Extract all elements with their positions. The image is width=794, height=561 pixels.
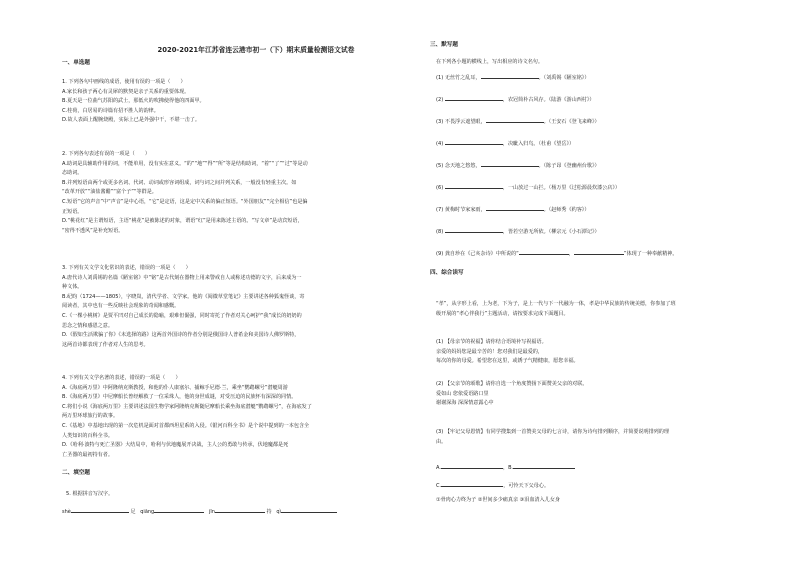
section-heading-single-choice: 一、单选题 bbox=[62, 60, 90, 66]
dictation-item bbox=[436, 204, 748, 226]
answer-blank[interactable] bbox=[441, 480, 503, 487]
item-suffix: 。（陈子昂《登幽州台歌》） bbox=[538, 163, 600, 169]
question-stem: 4. 下列有关文学名著的表述，错误的一项是（ ） bbox=[62, 375, 181, 381]
option-line: 人类知识的百科全书。 bbox=[62, 432, 113, 439]
item-number: (2) bbox=[436, 97, 444, 103]
option-line: C.《基地》中基地出现的第一次危机是面对首都西坦星系的入侵。《银河百科全书》是个说中提到的一本包含全 bbox=[62, 422, 310, 429]
option-line: 两万里环球旅行的故事。 bbox=[62, 413, 119, 420]
answer-row-ab bbox=[436, 462, 748, 474]
item-suffix: 。（赵师秀《约客》） bbox=[543, 207, 590, 213]
option-line: B.《海底两万里》中尼摩船长曾经解救了一位采珠人，他的身世成谜，对受压迫的民族怀有深深的同情。 bbox=[62, 394, 297, 401]
answer-blank[interactable] bbox=[445, 182, 503, 189]
option-line: “密得不透风”是补充短语。 bbox=[62, 227, 124, 234]
answer-blank[interactable] bbox=[445, 226, 503, 233]
option-line: 阅读者，其中也有一些反映社会现象的奇闻和感慨。 bbox=[62, 303, 180, 310]
answer-blank[interactable] bbox=[481, 160, 539, 167]
option-line: B.并列短语由两个或更多名词、代词、动词或形容词组成，词与词之间并列关系，一般没有轻重主次。如 bbox=[62, 179, 297, 186]
answer-blank[interactable] bbox=[281, 506, 337, 513]
item-suffix: 。（王安石《登飞来峰》） bbox=[543, 119, 600, 125]
sub-question-line: 每次的你的母爱。希望您在这里，或锈子气精健康，愿您幸福。 bbox=[436, 358, 579, 365]
sub-question-title: (1) 【母亲节的祝福】请你结合语境补写祝福语。 bbox=[436, 339, 547, 345]
verse-choices: ①骨肉心力终为子 ②世间多少痛真亲 ③泪血清入儿女身 bbox=[436, 497, 560, 503]
question-stem: 3. 下列有关文学文化常识的表述，错误的一项是（ ） bbox=[62, 265, 191, 271]
answer-label-a: A. bbox=[436, 465, 442, 471]
dictation-item bbox=[436, 182, 748, 204]
intro-line: 级开展的“孝心伴我行”主题活动，请按要求完成下面题目。 bbox=[436, 310, 569, 317]
option-line: A.《海底两万里》中阿隆纳克斯教授，和他的仆人康塞尔、捕鲸手尼德·兰，乘坐“鹦鹉螺号”潜艇周游 bbox=[62, 384, 288, 391]
option-line: B.纪昀（1724——1805），字晓岚，清代学者、文学家。他的《阅微草堂笔记》主要讲述各种狐鬼怪谈，寄 bbox=[62, 293, 305, 300]
option-line: 正短语。 bbox=[62, 208, 83, 215]
couplet-line: 爱如山 您依爱语路口里 bbox=[436, 390, 489, 397]
sub-question-2 bbox=[436, 380, 748, 409]
dictation-item-9 bbox=[436, 248, 748, 262]
answer-blank[interactable] bbox=[519, 248, 569, 255]
item-number: (3) bbox=[436, 119, 444, 125]
answer-blank[interactable] bbox=[486, 204, 544, 211]
option-line: C.短语“它的声音”中“声音”是中心语，“它”是定语，这是定中关系的偏正短语。“外国朋友”“完全相信”也是偏 bbox=[62, 198, 308, 205]
pinyin-jin: jīn bbox=[209, 509, 215, 515]
answer-blank[interactable] bbox=[215, 506, 265, 513]
item-suffix: 。（刘禹锡《陋室铭》） bbox=[538, 75, 590, 81]
answer-suffix-d: ，可怜天下父母心。 bbox=[503, 483, 550, 489]
answer-blank[interactable] bbox=[486, 116, 544, 123]
answer-label-b: ，B. bbox=[503, 465, 514, 471]
item-9-suffix: ”体现了一种奉献精神。 bbox=[623, 251, 678, 257]
pinyin-she-suffix: 足 bbox=[130, 509, 136, 515]
option-line: A.唐代诗人刘禹锡的名篇《陋室铭》中“铭”是古代刻在器物上用来警戒自人或称述功德的文字，后来成为一 bbox=[62, 274, 302, 281]
answer-blank[interactable] bbox=[481, 72, 539, 79]
item-number: (1) bbox=[436, 75, 444, 81]
question-stem: 1. 下列各句中画线的成语，使用有误的一项是（ ） bbox=[62, 79, 186, 85]
dictation-item bbox=[436, 160, 748, 182]
item-9-prefix: (9) 龚自珍在《己亥杂诗》中所说的“ bbox=[436, 251, 519, 257]
pinyin-qiang: qiāng bbox=[140, 509, 155, 515]
question-2 bbox=[62, 150, 396, 236]
answer-blank[interactable] bbox=[445, 94, 503, 101]
sub-question-1 bbox=[436, 338, 748, 367]
pinyin-qi: qì bbox=[276, 509, 281, 515]
option-line: 种文体。 bbox=[62, 284, 83, 291]
answer-blank[interactable] bbox=[574, 248, 624, 255]
option-c: C.桂荷，白居易的诗篇有招不胜人的韵律。 bbox=[62, 107, 159, 114]
option-b: B.夏天是一位曲气苏阳的武士，那低火的吹拂使得他的四面甲。 bbox=[62, 98, 205, 105]
answer-blank[interactable] bbox=[441, 462, 503, 469]
item-number: (8) bbox=[436, 229, 444, 235]
sub-question-title-end: 由。 bbox=[436, 438, 447, 445]
option-line: 这两首诗都表现了作者对人生的思考。 bbox=[62, 341, 149, 348]
dictation-list bbox=[436, 72, 748, 262]
item-number: (7) bbox=[436, 207, 444, 213]
answer-blank[interactable] bbox=[154, 506, 204, 513]
dictation-item bbox=[436, 116, 748, 138]
item-prefix: 念天地之悠悠， bbox=[444, 163, 481, 169]
option-line: C.将们小说《海底两万里》主要讲述法国生物学家阿隆纳克斯随尼摩船长乘坐海底潜艇“鹦鹉螺号”，在海底发了 bbox=[62, 403, 312, 410]
sub-question-line: 亲爱的妈妈您是最辛苦的！您对我们是最爱的， bbox=[436, 348, 543, 355]
section-heading-fill-in: 二、填空题 bbox=[62, 470, 90, 476]
section-heading-dictation: 三、默写题 bbox=[430, 42, 458, 48]
couplet-line: 谢谢深海 深深情意露心中 bbox=[436, 400, 494, 407]
item-9-mid: ， bbox=[568, 251, 574, 257]
option-line: “改革开放”“油盐酱醋”“富个子”“等群是。 bbox=[62, 189, 157, 196]
sub-question-title: (3) 【牢记父母恩情】有同学搜集到一首赞美父母的七言诗，请你为诗句排列顺序，并简要说明排列的理 bbox=[436, 429, 669, 435]
pinyin-row bbox=[62, 506, 396, 515]
dictation-item bbox=[436, 72, 748, 94]
sub-question-title: (2) 【父亲节的颂歌】请你自选一个角度赞扬下面赞美父亲的对联。 bbox=[436, 381, 588, 387]
option-line: D.《假如生活欺骗了你》《未选择的路》这两首外国诗的作者分别是俄国诗人普希金和美国诗人佛罗斯特， bbox=[62, 332, 300, 339]
item-prefix: 黄梅时节家家雨， bbox=[444, 207, 486, 213]
item-prefix: 无丝竹之乱耳， bbox=[444, 75, 481, 81]
page-title: 2020-2021年江苏省连云港市初一（下）期末质量检测语文试卷 bbox=[157, 46, 355, 54]
question-5-stem: 5. 根据拼音写汉字。 bbox=[66, 491, 114, 497]
item-number: (6) bbox=[436, 185, 444, 191]
reading-intro bbox=[436, 300, 748, 319]
pinyin-jin-suffix: 持 bbox=[266, 509, 272, 515]
option-line: C.《一棵小桃树》是贾平凹对自己成长的隐喻，艰难但倔强，同时寄托了作者对关心呵护“我”成长的奶奶的 bbox=[62, 312, 302, 319]
option-line: 亡圣器的最初持有者。 bbox=[62, 451, 113, 458]
item-number: (5) bbox=[436, 163, 444, 169]
item-suffix: ，皆若空游无所依。（柳宗元《小石潭记》） bbox=[502, 229, 600, 235]
question-1 bbox=[62, 78, 396, 126]
answer-blank[interactable] bbox=[445, 138, 503, 145]
answer-blank[interactable] bbox=[71, 506, 129, 513]
option-d: D.故人表面上醒腕烧殿，实际上已是外强中干，不堪一击了。 bbox=[62, 117, 200, 124]
question-stem: 2. 下列各句表述有误的一项是（ ） bbox=[62, 151, 150, 157]
option-a: A.家长和孩子两心有灵犀的默契是亲子关系的重要体现。 bbox=[62, 88, 190, 95]
dictation-item bbox=[436, 94, 748, 116]
sub-question-3 bbox=[436, 428, 748, 447]
dictation-item bbox=[436, 138, 748, 160]
answer-label-c: C. bbox=[436, 483, 442, 489]
item-suffix: ，一山放过一山拦。（杨万里《过松源晨炊漆公店》） bbox=[502, 185, 620, 191]
pinyin-she: shè bbox=[62, 509, 71, 515]
answer-blank[interactable] bbox=[513, 462, 575, 469]
item-suffix: ，决眦入归鸟。（杜甫《望岳》） bbox=[502, 141, 575, 147]
question-3 bbox=[62, 264, 396, 350]
option-line: D.《哈利·波特与死亡圣器》大结局中，哈利与伏地魔展开决战，主人公的勇敢与传承，伏地魔都是死 bbox=[62, 442, 289, 449]
intro-line: “孝”，从字形上看，上为老，下为子，是上一代与下一代融为一体，孝是中华民族的传统美德，你参加了班 bbox=[436, 301, 676, 307]
item-suffix: ，农冠简朴古风存。（陆游《游山西村》） bbox=[502, 97, 595, 103]
question-4 bbox=[62, 374, 396, 460]
dictation-item bbox=[436, 226, 748, 248]
item-number: (4) bbox=[436, 141, 444, 147]
option-line: D.“桃花红”是主谓短语，主语“桃花”是被陈述的对象，谓语“红”是用来陈述主语的。“写文章”是动宾短语， bbox=[62, 218, 303, 225]
answer-row-cd bbox=[436, 480, 748, 492]
item-prefix: 不畏浮云遮望眼， bbox=[444, 119, 486, 125]
option-line: 思念之情和感恩之意。 bbox=[62, 322, 113, 329]
option-line: 态助词。 bbox=[62, 170, 83, 177]
section-heading-reading-writing: 四、综合读写 bbox=[430, 270, 464, 276]
option-line: A.助词是具辅助作用的词，不能单用，没有实在意义。“的”“地”“得”“所”等是结构助词，“着”“了”“过”等是动 bbox=[62, 160, 308, 167]
dictation-intro: 在下列各小题的横线上，写出相应的诗文名句。 bbox=[436, 59, 543, 65]
